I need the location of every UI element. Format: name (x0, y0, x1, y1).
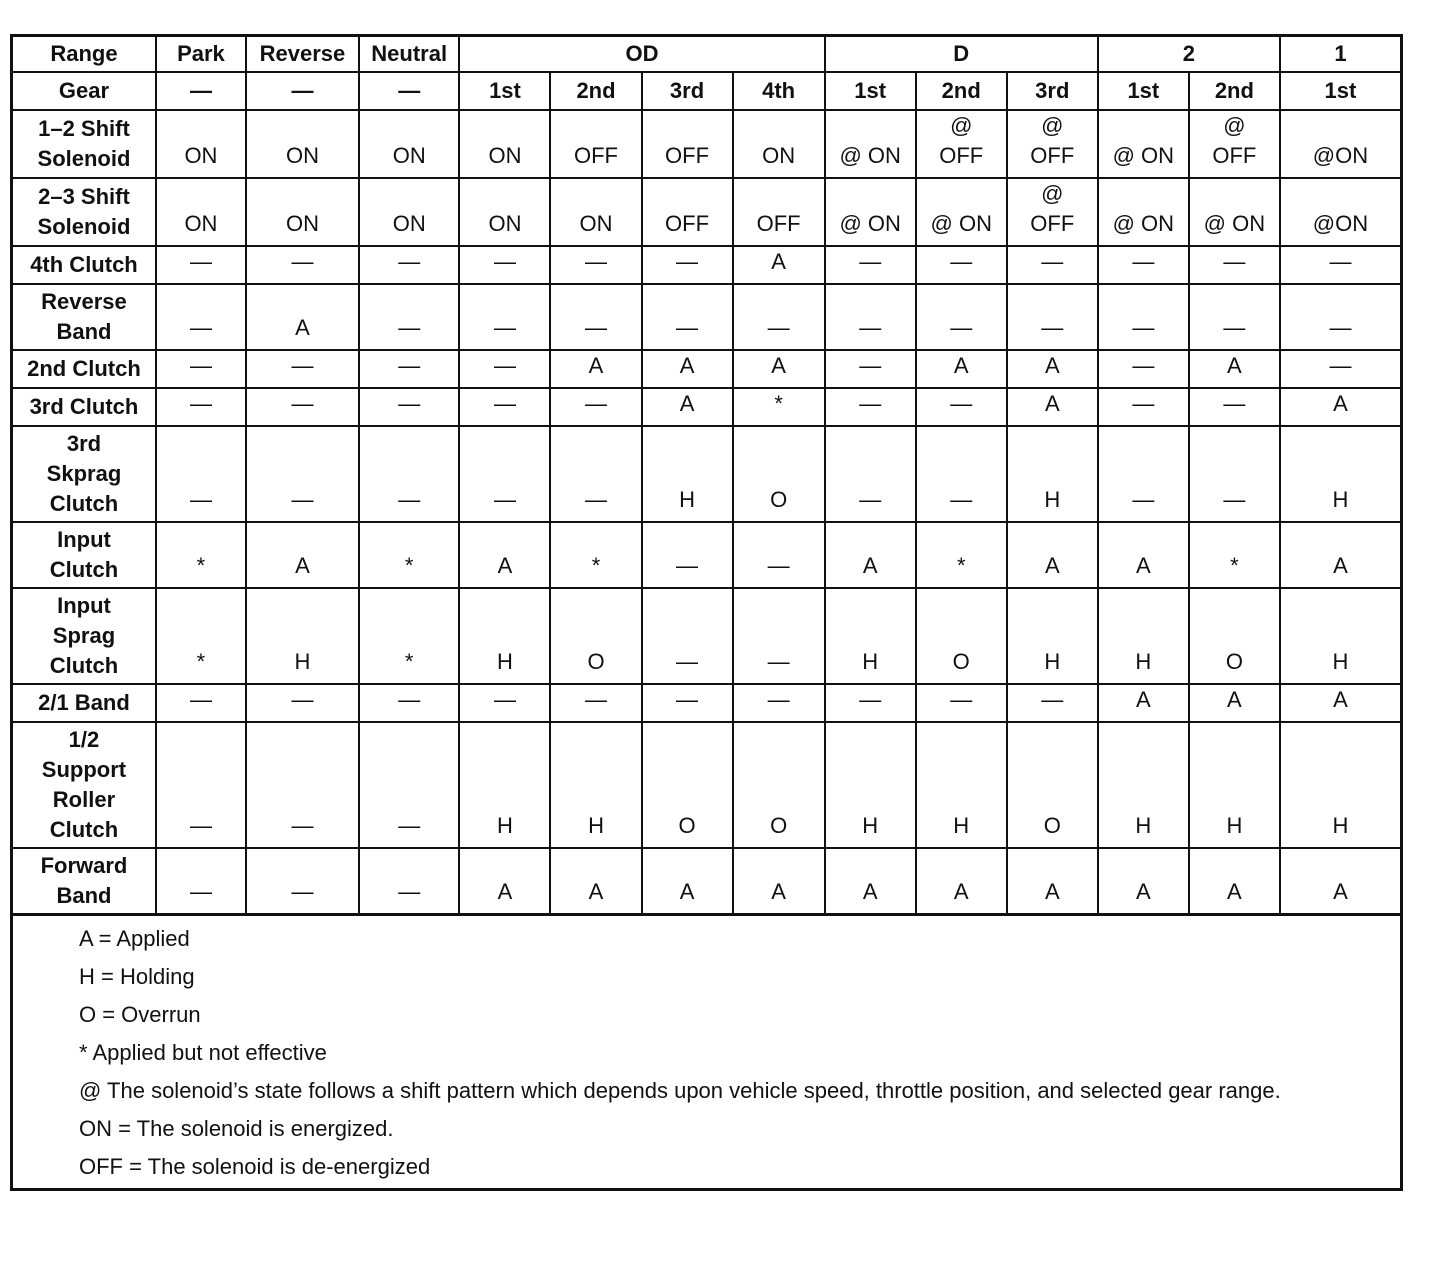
table-cell: H (642, 426, 733, 522)
table-cell: O (1189, 588, 1280, 684)
row-header: 2/1 Band (12, 684, 156, 722)
shift-solenoid-table (10, 34, 1403, 916)
row-header: 4th Clutch (12, 246, 156, 284)
table-cell: — (825, 426, 916, 522)
table-cell: H (1280, 426, 1402, 522)
gear-header-cell: 3rd (1007, 72, 1098, 110)
table-row (12, 72, 1402, 110)
table-cell: ON (359, 178, 459, 246)
table-cell: ON (246, 178, 359, 246)
row-header: Gear (12, 72, 156, 110)
table-cell: — (916, 426, 1007, 522)
table-cell: H (1098, 588, 1189, 684)
table-cell: @ OFF (1007, 178, 1098, 246)
table-cell: A (642, 388, 733, 426)
table-cell: — (156, 388, 246, 426)
table-cell: A (246, 522, 359, 588)
table-cell: A (550, 350, 641, 388)
table-cell: — (1189, 388, 1280, 426)
range-header-label: Range (12, 36, 156, 73)
table-cell: — (459, 684, 550, 722)
table-cell: ON (156, 110, 246, 178)
table-row (12, 246, 1402, 284)
legend-item: @ The solenoid’s state follows a shift pattern which depends upon vehicle speed, throttle position, and selected gear range. (79, 1078, 1281, 1103)
table-cell: — (459, 426, 550, 522)
gear-header-cell: 1st (1098, 72, 1189, 110)
table-cell: — (916, 684, 1007, 722)
table-cell: — (156, 350, 246, 388)
table-cell: — (642, 522, 733, 588)
table-cell: — (156, 684, 246, 722)
table-cell: H (246, 588, 359, 684)
table-cell: O (550, 588, 641, 684)
table-cell: — (642, 246, 733, 284)
table-cell: O (733, 426, 825, 522)
table-cell: A (1007, 522, 1098, 588)
table-cell: — (156, 848, 246, 915)
table-cell: — (642, 284, 733, 350)
table-cell: @ ON (1098, 178, 1189, 246)
range-header-neutral: Neutral (359, 36, 459, 73)
table-cell: H (1007, 588, 1098, 684)
table-cell: * (1189, 522, 1280, 588)
table-row (12, 284, 1402, 350)
table-cell: A (550, 848, 641, 915)
table-cell: — (459, 246, 550, 284)
range-header-2: 2 (1098, 36, 1280, 73)
legend-item: OFF = The solenoid is de-energized (79, 1154, 431, 1179)
table-cell: — (246, 722, 359, 848)
table-cell: H (1280, 722, 1402, 848)
table-row (12, 722, 1402, 848)
table-body (12, 72, 1402, 915)
table-row (12, 522, 1402, 588)
table-cell: — (1007, 684, 1098, 722)
table-cell: — (246, 848, 359, 915)
table-cell: * (733, 388, 825, 426)
table-cell: ON (246, 110, 359, 178)
table-cell: A (1098, 848, 1189, 915)
table-cell: @ OFF (1007, 110, 1098, 178)
gear-header-cell: 1st (825, 72, 916, 110)
table-cell: H (825, 722, 916, 848)
table-cell: — (733, 522, 825, 588)
table-cell: A (1280, 848, 1402, 915)
table-cell: — (550, 684, 641, 722)
table-cell: — (359, 684, 459, 722)
table-cell: @ ON (1098, 110, 1189, 178)
table-cell: — (733, 588, 825, 684)
table-cell: — (1280, 284, 1402, 350)
table-cell: A (642, 848, 733, 915)
row-header: 3rd Skprag Clutch (12, 426, 156, 522)
table-cell: A (1007, 350, 1098, 388)
table-cell: A (246, 284, 359, 350)
table-cell: — (642, 588, 733, 684)
row-header: 2nd Clutch (12, 350, 156, 388)
table-cell: — (916, 388, 1007, 426)
table-cell: A (825, 848, 916, 915)
table-cell: — (1189, 284, 1280, 350)
table-cell: * (359, 588, 459, 684)
table-cell: A (1098, 522, 1189, 588)
table-cell: @ON (1280, 110, 1402, 178)
table-cell: H (550, 722, 641, 848)
table-cell: — (246, 388, 359, 426)
table-cell: — (359, 284, 459, 350)
range-header-reverse: Reverse (246, 36, 359, 73)
table-cell: A (1007, 388, 1098, 426)
range-header-park: Park (156, 36, 246, 73)
table-cell: — (1098, 350, 1189, 388)
table-cell: — (825, 246, 916, 284)
table-cell: O (1007, 722, 1098, 848)
gear-header-cell: — (359, 72, 459, 110)
table-cell: — (1007, 284, 1098, 350)
table-cell: A (916, 350, 1007, 388)
shift-chart-sheet (10, 34, 1403, 1191)
range-header-d: D (825, 36, 1098, 73)
legend-item: A = Applied (79, 926, 190, 951)
gear-header-cell: — (156, 72, 246, 110)
table-cell: — (156, 284, 246, 350)
table-cell: * (156, 588, 246, 684)
table-cell: — (916, 246, 1007, 284)
table-cell: A (1007, 848, 1098, 915)
row-header: Input Clutch (12, 522, 156, 588)
table-row (12, 388, 1402, 426)
table-cell: — (1098, 284, 1189, 350)
table-cell: — (1098, 426, 1189, 522)
table-cell: — (246, 246, 359, 284)
table-cell: H (1007, 426, 1098, 522)
table-cell: A (733, 246, 825, 284)
table-cell: — (459, 284, 550, 350)
table-row (12, 350, 1402, 388)
gear-header-cell: 2nd (550, 72, 641, 110)
gear-header-cell: 2nd (1189, 72, 1280, 110)
table-cell: — (1098, 388, 1189, 426)
table-cell: * (156, 522, 246, 588)
table-cell: A (459, 522, 550, 588)
table-cell: — (642, 684, 733, 722)
table-cell: OFF (550, 110, 641, 178)
gear-header-cell: 2nd (916, 72, 1007, 110)
table-cell: OFF (642, 110, 733, 178)
table-cell: A (1189, 848, 1280, 915)
table-cell: — (825, 284, 916, 350)
table-cell: A (642, 350, 733, 388)
gear-header-cell: — (246, 72, 359, 110)
gear-header-cell: 3rd (642, 72, 733, 110)
legend-item: ON = The solenoid is energized. (79, 1116, 394, 1141)
table-cell: — (825, 388, 916, 426)
table-cell: — (246, 426, 359, 522)
row-header: 3rd Clutch (12, 388, 156, 426)
table-cell: OFF (642, 178, 733, 246)
table-cell: — (1098, 246, 1189, 284)
legend (10, 916, 1403, 1191)
legend-item: H = Holding (79, 964, 195, 989)
row-header: 1/2 Support Roller Clutch (12, 722, 156, 848)
table-cell: H (1098, 722, 1189, 848)
table-cell: O (642, 722, 733, 848)
table-cell: A (1280, 388, 1402, 426)
table-cell: OFF (733, 178, 825, 246)
table-cell: — (359, 246, 459, 284)
table-cell: — (459, 350, 550, 388)
table-cell: O (733, 722, 825, 848)
table-cell: — (156, 246, 246, 284)
table-cell: H (459, 588, 550, 684)
table-cell: — (459, 388, 550, 426)
table-cell: A (825, 522, 916, 588)
table-row (12, 588, 1402, 684)
table-cell: A (1189, 684, 1280, 722)
table-cell: H (825, 588, 916, 684)
table-cell: @ ON (825, 110, 916, 178)
table-cell: — (359, 426, 459, 522)
table-cell: A (916, 848, 1007, 915)
table-cell: — (246, 684, 359, 722)
table-cell: @ OFF (1189, 110, 1280, 178)
gear-header-cell: 1st (1280, 72, 1402, 110)
table-cell: * (916, 522, 1007, 588)
table-row (12, 426, 1402, 522)
table-cell: — (359, 848, 459, 915)
gear-header-cell: 1st (459, 72, 550, 110)
table-cell: — (246, 350, 359, 388)
table-cell: — (1007, 246, 1098, 284)
range-header-od: OD (459, 36, 824, 73)
legend-item: * Applied but not effective (79, 1040, 327, 1065)
table-cell: H (916, 722, 1007, 848)
table-cell: * (359, 522, 459, 588)
table-cell: — (359, 350, 459, 388)
table-cell: — (733, 284, 825, 350)
table-cell: @ ON (1189, 178, 1280, 246)
table-cell: — (733, 684, 825, 722)
table-cell: O (916, 588, 1007, 684)
table-cell: ON (550, 178, 641, 246)
table-row (12, 110, 1402, 178)
table-row (12, 178, 1402, 246)
table-cell: ON (359, 110, 459, 178)
range-header-row (12, 36, 1402, 73)
row-header: Input Sprag Clutch (12, 588, 156, 684)
gear-header-cell: 4th (733, 72, 825, 110)
table-cell: — (156, 722, 246, 848)
legend-item: O = Overrun (79, 1002, 201, 1027)
row-header: 2–3 Shift Solenoid (12, 178, 156, 246)
table-cell: — (550, 246, 641, 284)
table-cell: ON (733, 110, 825, 178)
table-cell: ON (459, 110, 550, 178)
row-header: Forward Band (12, 848, 156, 915)
table-cell: H (1189, 722, 1280, 848)
table-cell: H (459, 722, 550, 848)
table-row (12, 848, 1402, 915)
row-header: Reverse Band (12, 284, 156, 350)
table-cell: A (459, 848, 550, 915)
table-cell: A (1189, 350, 1280, 388)
table-cell: — (550, 426, 641, 522)
table-cell: * (550, 522, 641, 588)
table-cell: ON (156, 178, 246, 246)
table-cell: — (1280, 246, 1402, 284)
row-header: 1–2 Shift Solenoid (12, 110, 156, 178)
table-cell: — (156, 426, 246, 522)
table-cell: — (359, 388, 459, 426)
table-cell: A (1280, 684, 1402, 722)
table-row (12, 684, 1402, 722)
table-cell: A (733, 350, 825, 388)
table-cell: — (825, 684, 916, 722)
table-cell: @ ON (825, 178, 916, 246)
table-cell: — (550, 284, 641, 350)
table-cell: ON (459, 178, 550, 246)
table-cell: — (550, 388, 641, 426)
table-cell: — (916, 284, 1007, 350)
table-cell: A (733, 848, 825, 915)
table-cell: — (359, 722, 459, 848)
table-cell: A (1280, 522, 1402, 588)
table-cell: — (1189, 426, 1280, 522)
table-cell: — (1280, 350, 1402, 388)
table-cell: H (1280, 588, 1402, 684)
table-cell: @ ON (916, 178, 1007, 246)
table-cell: — (825, 350, 916, 388)
table-cell: A (1098, 684, 1189, 722)
table-cell: @ON (1280, 178, 1402, 246)
table-cell: @ OFF (916, 110, 1007, 178)
range-header-1: 1 (1280, 36, 1402, 73)
table-cell: — (1189, 246, 1280, 284)
